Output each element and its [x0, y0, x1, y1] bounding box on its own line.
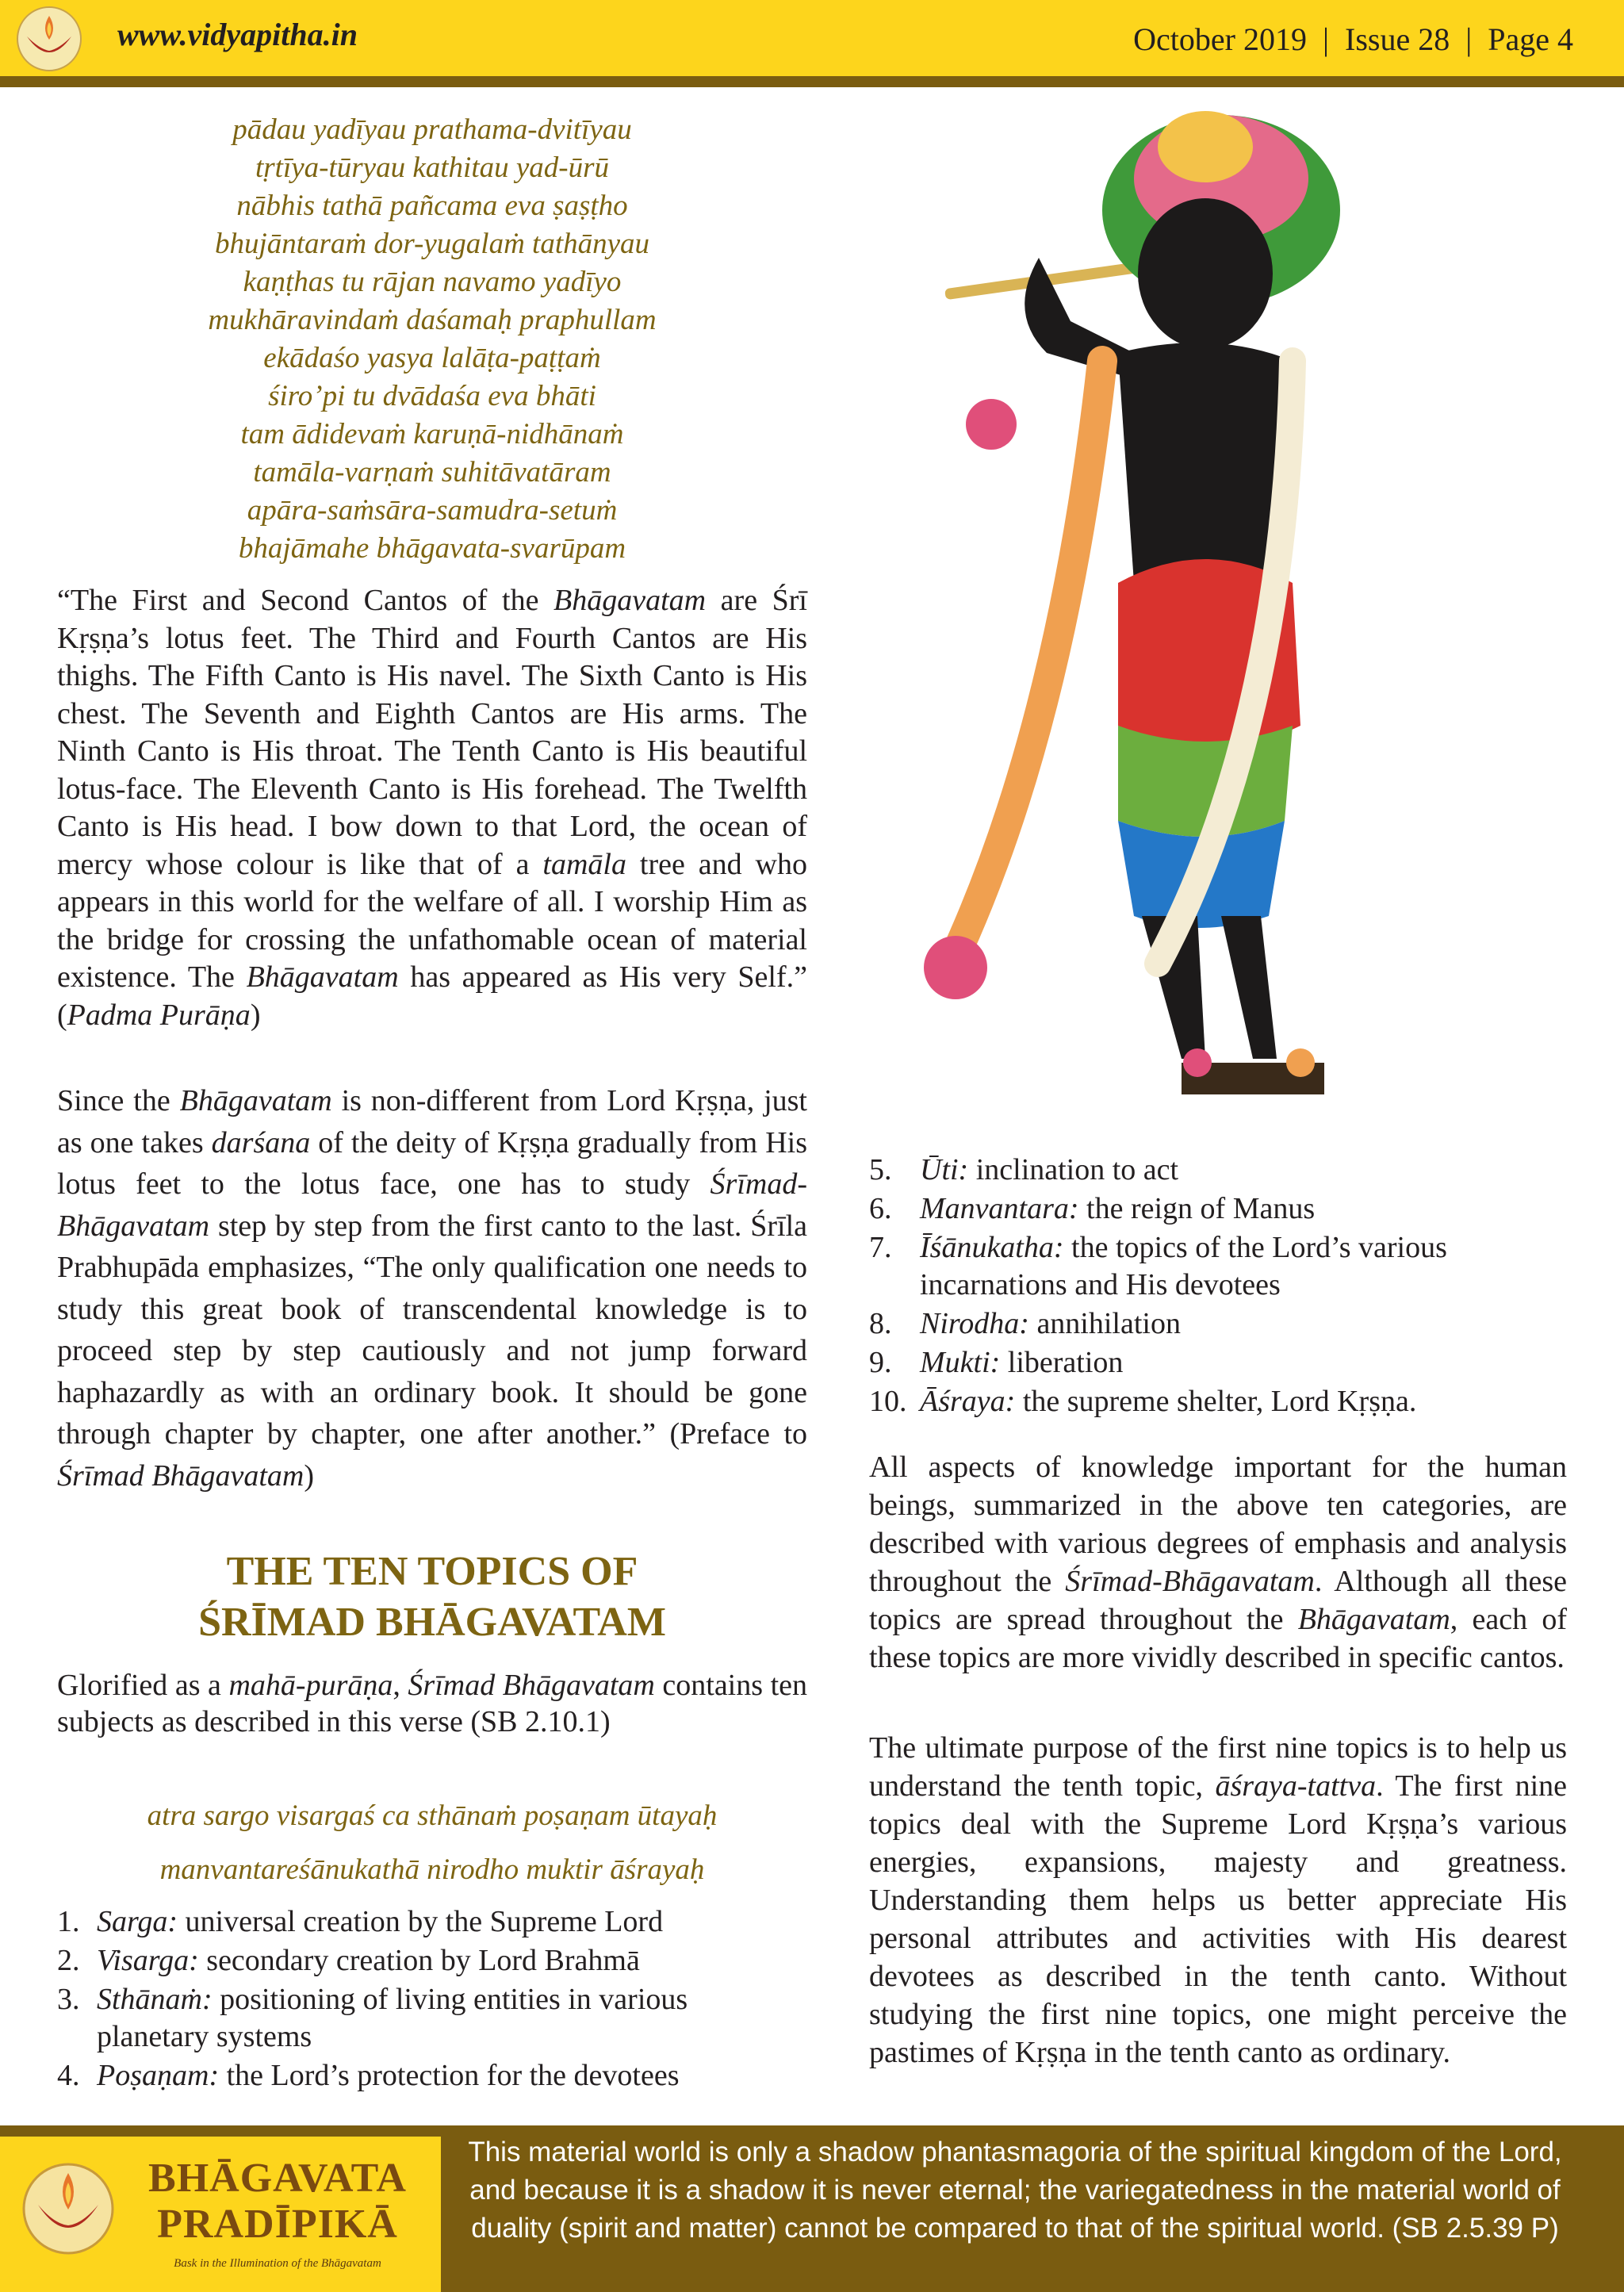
- italic-term: Śrīmad Bhāgavatam: [57, 1458, 304, 1493]
- text-run: of the deity of Kṛṣṇa gradually from His lotus feet to the lotus face, one has to study: [57, 1125, 807, 1201]
- list-item: [869, 1190, 1567, 1228]
- list-number: 10.: [869, 1385, 907, 1418]
- verse-line: tṛtīya-tūryau kathitau yad-ūrū: [255, 151, 609, 184]
- brand-name-line: BHĀGAVATA: [148, 2156, 407, 2201]
- italic-term: Bhāgavatam: [553, 584, 707, 617]
- verse-line: apāra-saṁsāra-samudra-setuṁ: [247, 494, 618, 527]
- text-run: ): [304, 1458, 315, 1493]
- list-number: 2.: [57, 1944, 80, 1977]
- verse-line: ekādaśo yasya lalāṭa-paṭṭaṁ: [263, 342, 601, 374]
- list-text: [97, 2057, 807, 2095]
- verse-line: mukhāravindaṁ daśamaḥ praphullam: [208, 304, 657, 336]
- list-number: 8.: [869, 1307, 892, 1340]
- topics-list: [57, 1903, 807, 2096]
- text-run: “The First and Second Cantos of the: [57, 584, 554, 617]
- text-run: Glorified as a: [57, 1669, 229, 1702]
- italic-term: āśraya-tattva: [1215, 1769, 1377, 1803]
- italic-term: Śrīmad Bhāgavatam: [408, 1669, 655, 1702]
- section-title-line: THE TEN TOPICS OF: [226, 1549, 638, 1594]
- topic-description: inclination to act: [968, 1153, 1179, 1186]
- section-title: [57, 1547, 807, 1648]
- issue-date: October 2019: [1133, 21, 1307, 57]
- topic-description: universal creation by the Supreme Lord: [178, 1905, 664, 1938]
- italic-term: Bhāgavatam: [179, 1084, 332, 1117]
- verse-line: pādau yadīyau prathama-dvitīyau: [232, 113, 632, 146]
- sanskrit-verse: [57, 111, 807, 568]
- topic-name: Visarga:: [97, 1944, 199, 1977]
- topic-name: Nirodha:: [920, 1307, 1029, 1340]
- brand-name-line: PRADĪPIKĀ: [157, 2202, 398, 2247]
- purpose-paragraph: [869, 1729, 1567, 2072]
- topic-name: Ūti:: [920, 1153, 969, 1186]
- list-item: [57, 1981, 807, 2056]
- list-number: 7.: [869, 1231, 892, 1264]
- topic-name: Mukti:: [920, 1346, 1001, 1379]
- topic-description: the supreme shelter, Lord Kṛṣṇa.: [1015, 1385, 1417, 1418]
- study-paragraph: [57, 1080, 807, 1497]
- topic-description: positioning of living entities in various planetary systems: [97, 1983, 688, 2053]
- list-text: [920, 1229, 1567, 1304]
- verse-line: bhujāntaraṁ dor-yugalaṁ tathānyau: [214, 228, 650, 260]
- footer-quote: This material world is only a shadow phantasmagoria of the spiritual kingdom of the Lord, and because it is a shadow it is never eternal; the variegatedness in the material world of duality (spirit and matter) cannot be compared to that of the spiritual world. (SB 2.5.39 P): [468, 2137, 1562, 2244]
- aspects-paragraph: [869, 1448, 1567, 1677]
- separator: |: [1322, 21, 1329, 57]
- text-run: is non-different from Lord Kṛṣṇa, just as one takes: [57, 1084, 807, 1159]
- page-number: Page 4: [1488, 21, 1573, 57]
- intro-paragraph: [57, 1667, 807, 1740]
- list-item: [57, 1942, 807, 1980]
- list-text: [920, 1190, 1567, 1228]
- verse-line: kaṇṭhas tu rājan navamo yadīyo: [243, 266, 622, 298]
- text-run: . Although all these topics are spread throughout the: [869, 1565, 1567, 1636]
- sanskrit-line: atra sargo visargaś ca sthānaṁ poṣaṇam ūtayaḥ: [147, 1799, 718, 1832]
- topic-description: the topics of the Lord’s various incarnations and His devotees: [920, 1231, 1447, 1301]
- brand-name: [119, 2156, 436, 2248]
- list-item: [869, 1305, 1567, 1343]
- text-run: Since the: [57, 1084, 180, 1117]
- topic-name: Āśraya:: [920, 1385, 1016, 1418]
- text-run: All aspects of knowledge important for the human beings, summarized in the above ten categories, are described with various degrees of emphasis and analysis throughout the: [869, 1451, 1567, 1598]
- topic-name: Manvantara:: [920, 1192, 1079, 1225]
- header-rule: [0, 76, 1624, 87]
- topic-name: Īśānukatha:: [920, 1231, 1064, 1264]
- list-number: 3.: [57, 1983, 80, 2016]
- italic-term: Śrīmad-Bhāgavatam: [57, 1167, 807, 1243]
- text-run: , each of these topics are more vividly described in specific cantos.: [869, 1603, 1567, 1674]
- list-text: [97, 1942, 807, 1980]
- verse-line: bhajāmahe bhāgavata-svarūpam: [238, 532, 626, 565]
- text-run: tree and who appears in this world for the welfare of all. I worship Him as the bridge for crossing the unfathomable ocean of material existence. The: [57, 847, 807, 994]
- topic-name: Poṣaṇam:: [97, 2059, 220, 2092]
- text-run: has appeared as His very Self.” (: [57, 960, 807, 1032]
- topic-description: liberation: [1000, 1346, 1124, 1379]
- list-text: [920, 1305, 1567, 1343]
- italic-term: mahā-purāṇa: [228, 1669, 393, 1702]
- list-item: [57, 2057, 807, 2095]
- list-text: [920, 1152, 1567, 1189]
- verse-line: nābhis tathā pañcama eva ṣaṣṭho: [236, 190, 628, 222]
- lamp-logo-icon: [21, 2157, 116, 2260]
- topic-name: Sthānaṁ:: [97, 1983, 213, 2016]
- topic-description: the Lord’s protection for the devotees: [219, 2059, 680, 2092]
- brand-tagline: Bask in the Illumination of the Bhāgavatam: [174, 2257, 381, 2270]
- topic-description: secondary creation by Lord Brahmā: [198, 1944, 640, 1977]
- topic-description: annihilation: [1028, 1307, 1181, 1340]
- list-number: 1.: [57, 1905, 80, 1938]
- list-number: 5.: [869, 1153, 892, 1186]
- text-run: step by step from the first canto to the last. Śrīla Prabhupāda emphasizes, “The only qualification one needs to study this great book of transcendental knowledge is to proceed step by step cautiously and not jump forward haphazardly as with an ordinary book. It should be gone through chapter by chapter, one after another.” (Preface to: [57, 1209, 807, 1451]
- topics-list: [869, 1152, 1567, 1422]
- text-run: contains ten subjects as described in this verse (SB 2.10.1): [57, 1669, 808, 1738]
- list-number: 9.: [869, 1346, 892, 1379]
- list-item: [869, 1152, 1567, 1189]
- text-run: . The first nine topics deal with the Supreme Lord Kṛṣṇa’s various energies, expansions, majesty and greatness. Understanding them helps us better appreciate His personal attributes and activities with His dearest devotees as described in the tenth canto. Without studying the first nine topics, one might perceive the pastimes of Kṛṣṇa in the tenth canto as ordinary.: [869, 1769, 1567, 2069]
- text-run: ): [250, 998, 261, 1032]
- list-item: [869, 1383, 1567, 1420]
- section-title-line: ŚRĪMAD BHĀGAVATAM: [198, 1600, 666, 1645]
- list-text: [97, 1903, 807, 1941]
- list-number: 4.: [57, 2059, 80, 2092]
- krishna-deity-image: [920, 91, 1491, 1114]
- italic-term: tamāla: [542, 847, 626, 881]
- issue-info: [1133, 21, 1573, 58]
- list-text: [920, 1383, 1567, 1420]
- verse-line: śiro’pi tu dvādaśa eva bhāti: [268, 380, 596, 412]
- list-item: [869, 1229, 1567, 1304]
- text-run: are Śrī Kṛṣṇa’s lotus feet. The Third and Fourth Cantos are His thighs. The Fifth Canto is His navel. The Sixth Canto is His chest. The Seventh and Eighth Cantos are His arms. The Ninth Canto is His throat. The Tenth Canto is His beautiful lotus-face. The Eleventh Canto is His forehead. The Twelfth Canto is His head. I bow down to that Lord, the ocean of mercy whose colour is like that of a: [57, 584, 807, 881]
- list-number: 6.: [869, 1192, 892, 1225]
- list-text: [920, 1344, 1567, 1382]
- text-run: The ultimate purpose of the first nine topics is to help us understand the tenth topic,: [869, 1731, 1567, 1803]
- verse-line: tamāla-varṇaṁ suhitāvatāram: [253, 456, 611, 489]
- separator: |: [1465, 21, 1473, 57]
- list-text: [97, 1981, 807, 2056]
- list-item: [57, 1903, 807, 1941]
- issue-number: Issue 28: [1345, 21, 1450, 57]
- verse-line: tam ādidevaṁ karuṇā-nidhānaṁ: [240, 418, 624, 450]
- sanskrit-line: manvantareśānukathā nirodho muktir āśrayaḥ: [159, 1853, 705, 1886]
- italic-term: Bhāgavatam: [1297, 1603, 1450, 1636]
- translation-paragraph: [57, 582, 807, 1034]
- topic-name: Sarga:: [97, 1905, 178, 1938]
- text-run: ,: [393, 1669, 408, 1702]
- italic-term: Padma Purāṇa: [67, 998, 251, 1032]
- topic-description: the reign of Manus: [1078, 1192, 1316, 1225]
- italic-term: darśana: [211, 1125, 311, 1159]
- lamp-logo-icon: [11, 5, 87, 73]
- italic-term: Bhāgavatam: [246, 960, 399, 994]
- list-item: [869, 1344, 1567, 1382]
- site-url[interactable]: www.vidyapitha.in: [117, 17, 358, 52]
- italic-term: Śrīmad-Bhāgavatam: [1065, 1565, 1315, 1598]
